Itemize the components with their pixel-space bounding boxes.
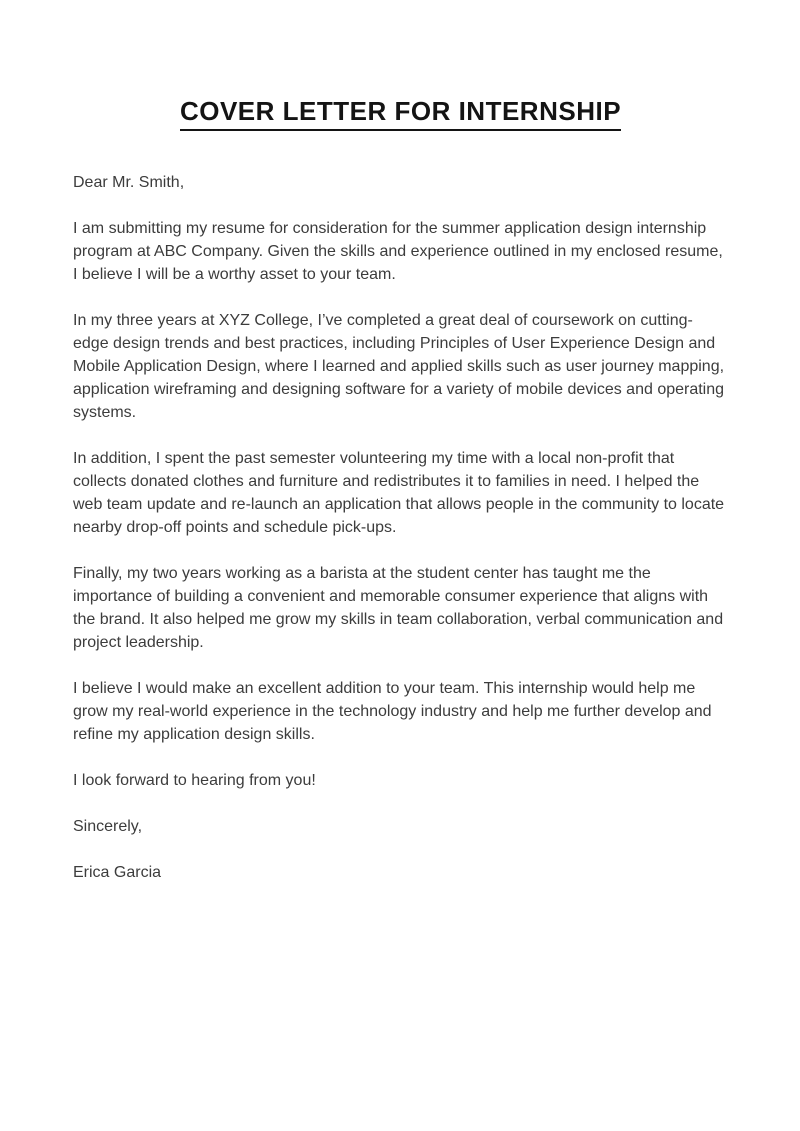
signoff: Sincerely,	[73, 818, 143, 835]
closing-line: I look forward to hearing from you!	[73, 772, 316, 789]
paragraph-coursework: In my three years at XYZ College, I’ve completed a great deal of coursework on cutting-edge design trends and best practices, including Principles of User Experience Design and Mobile Application Design, where I learned and applied skills such as user journey mapping, application wireframing and designing software for a variety of mobile devices and operating systems.	[73, 312, 725, 421]
paragraph-intro: I am submitting my resume for consideration for the summer application design internship program at ABC Company. Given the skills and experience outlined in my enclosed resume, I believe I will be a worthy asset to your team.	[73, 220, 723, 283]
paragraph-volunteering: In addition, I spent the past semester volunteering my time with a local non-profit that collects donated clothes and furniture and redistributes it to families in need. I helped the web team update and re-launch an application that allows people in the community to locate nearby drop-off points and schedule pick-ups.	[73, 450, 725, 536]
salutation: Dear Mr. Smith,	[73, 174, 185, 191]
letter-body	[73, 171, 728, 884]
signature-name: Erica Garcia	[73, 864, 162, 881]
title-wrap	[73, 96, 728, 131]
paragraph-barista: Finally, my two years working as a barista at the student center has taught me the importance of building a convenient and memorable consumer experience that aligns with the brand. It also helped me grow my skills in team collaboration, verbal communication and project leadership.	[73, 565, 724, 651]
page-title: COVER LETTER FOR INTERNSHIP	[180, 96, 621, 131]
paragraph-closing-pitch: I believe I would make an excellent addition to your team. This internship would help me grow my real-world experience in the technology industry and help me further develop and refine my application design skills.	[73, 680, 712, 743]
